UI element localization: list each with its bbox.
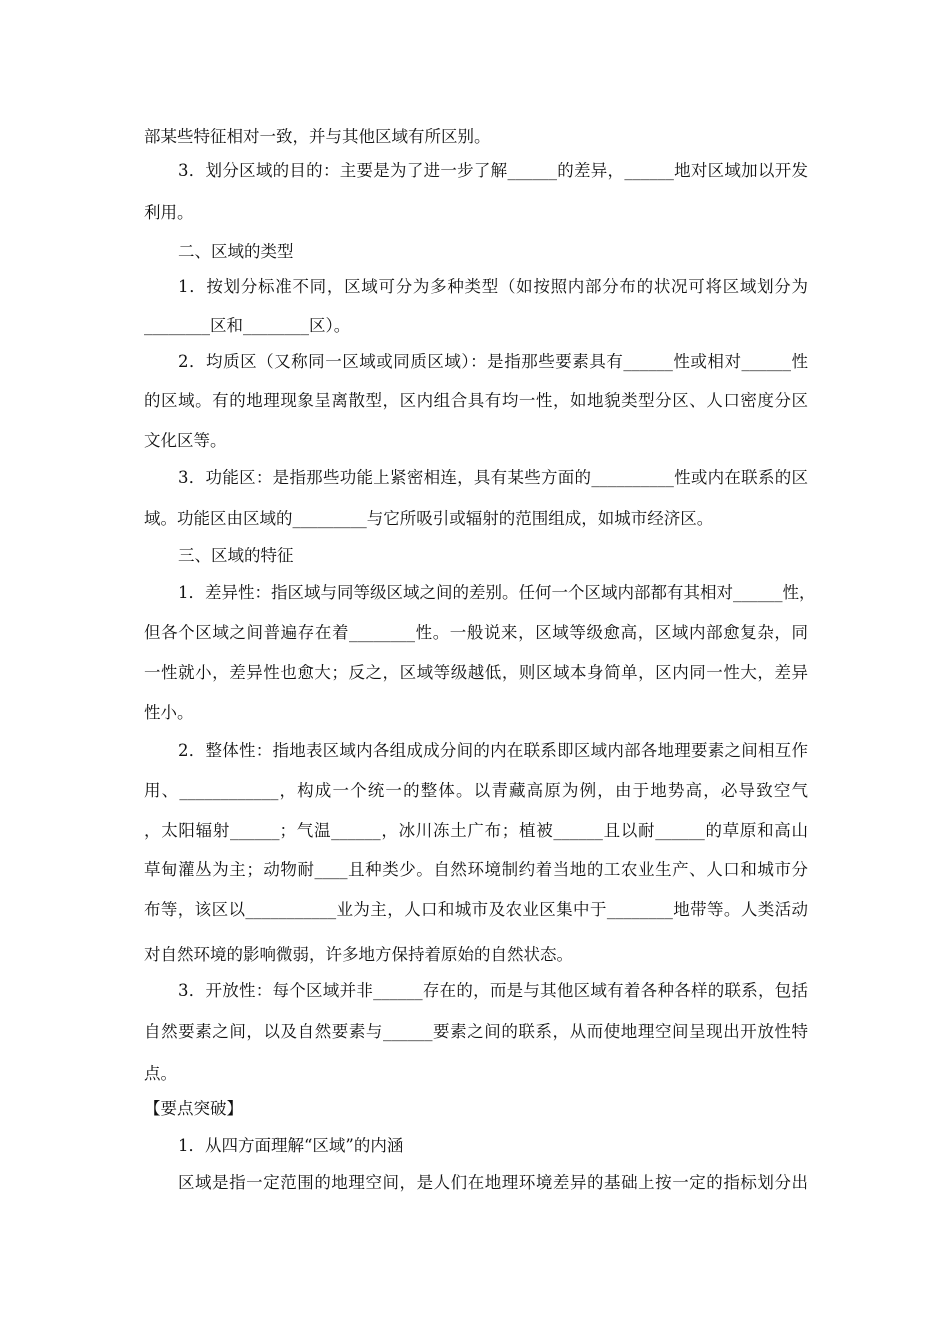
text-line: 布等，该区以___________业为主，人口和城市及农业区集中于________地带等。人类活动 xyxy=(144,900,808,919)
text-line: 一性就小，差异性也愈大；反之，区域等级越低，则区域本身简单，区内同一性大，差异 xyxy=(144,663,808,682)
text-line: 的区域。有的地理现象呈离散型，区内组合具有均一性，如地貌类型分区、人口密度分区 xyxy=(144,391,808,410)
section-heading: 【要点突破】 xyxy=(144,1099,243,1118)
text-line: 但各个区域之间普遍存在着________性。一般说来，区域等级愈高，区域内部愈复杂，同 xyxy=(144,623,808,642)
text-line: 区域是指一定范围的地理空间，是人们在地理环境差异的基础上按一定的指标划分出 xyxy=(178,1173,808,1192)
section-heading: 三、区域的特征 xyxy=(178,546,294,565)
text-line: 3．开放性：每个区域并非______存在的，而是与其他区域有着各种各样的联系，包括 xyxy=(178,981,808,1000)
text-line: 1．从四方面理解“区域”的内涵 xyxy=(178,1136,404,1155)
text-line: 1．按划分标准不同，区域可分为多种类型（如按照内部分布的状况可将区域划分为 xyxy=(178,277,808,296)
text-line: 2．均质区（又称同一区域或同质区域）：是指那些要素具有______性或相对______性 xyxy=(178,352,808,371)
text-line: 性小。 xyxy=(144,703,194,722)
text-line: 对自然环境的影响微弱，许多地方保持着原始的自然状态。 xyxy=(144,945,573,964)
text-line: ，太阳辐射______；气温______，冰川冻土广布；植被______且以耐______的草原和高山 xyxy=(144,821,808,840)
text-line: 部某些特征相对一致，并与其他区域有所区别。 xyxy=(144,127,491,146)
text-line: 利用。 xyxy=(144,203,194,222)
text-line: 3．功能区：是指那些功能上紧密相连，具有某些方面的__________性或内在联系的区 xyxy=(178,468,808,487)
text-line: 1．差异性：指区域与同等级区域之间的差别。任何一个区域内部都有其相对______性， xyxy=(178,583,816,602)
text-line: 用、____________，构成一个统一的整体。以青藏高原为例，由于地势高，必导致空气 xyxy=(144,781,808,800)
text-line: 2．整体性：指地表区域内各组成成分间的内在联系即区域内部各地理要素之间相互作 xyxy=(178,741,808,760)
text-line: 草甸灌丛为主；动物耐____且种类少。自然环境制约着当地的工农业生产、人口和城市分 xyxy=(144,860,808,879)
text-line: 点。 xyxy=(144,1064,177,1083)
text-line: 3．划分区域的目的：主要是为了进一步了解______的差异，______地对区域加以开发 xyxy=(178,161,808,180)
text-line: 自然要素之间，以及自然要素与______要素之间的联系，从而使地理空间呈现出开放性特 xyxy=(144,1022,808,1041)
text-line: 文化区等。 xyxy=(144,431,227,450)
text-line: 域。功能区由区域的_________与它所吸引或辐射的范围组成，如城市经济区。 xyxy=(144,509,714,528)
section-heading: 二、区域的类型 xyxy=(178,242,294,261)
text-line: ________区和________区）。 xyxy=(144,316,351,335)
